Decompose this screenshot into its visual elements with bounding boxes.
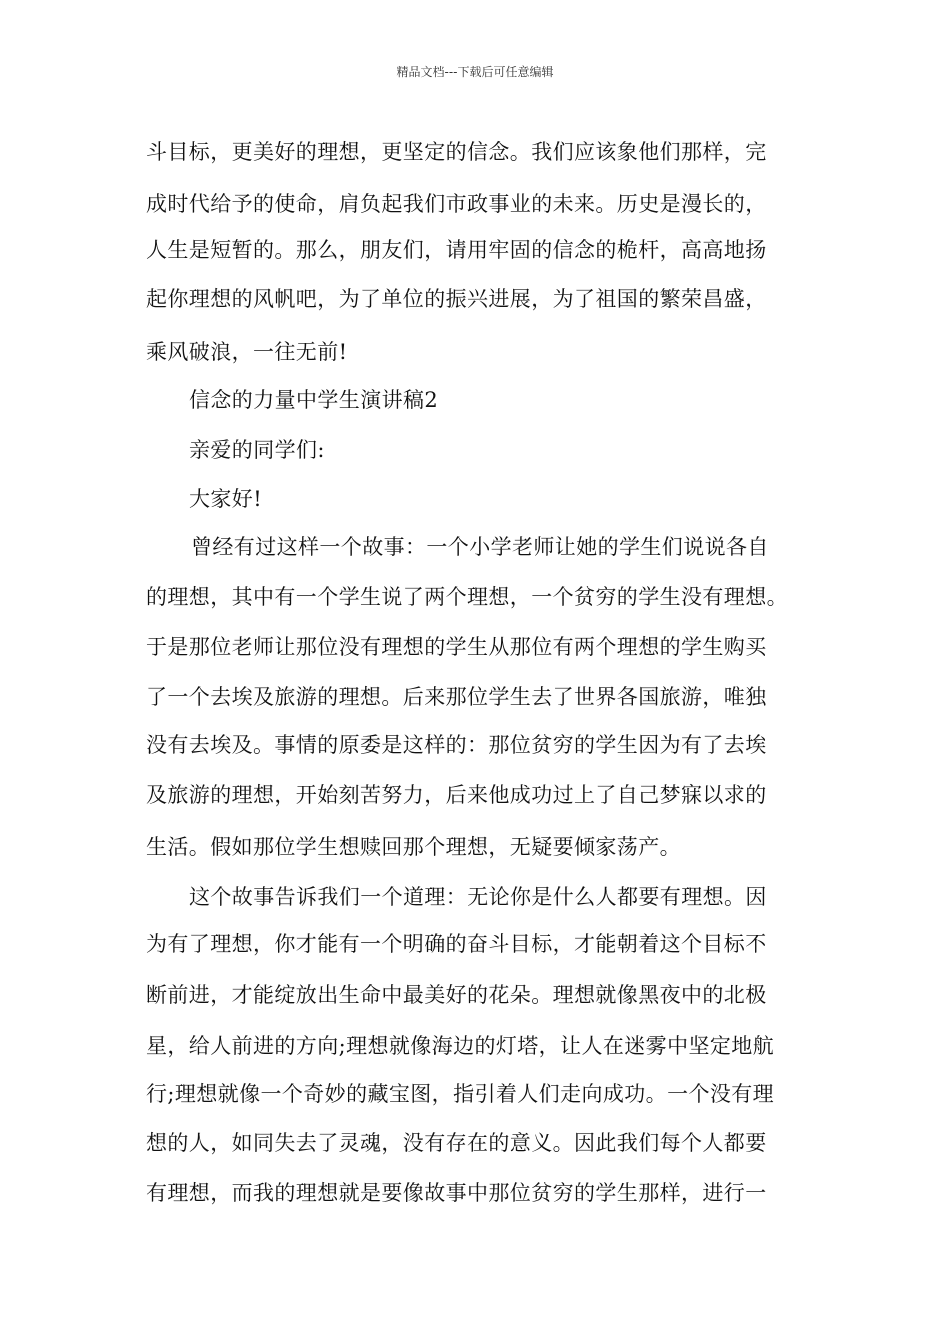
text-line: 生活。假如那位学生想赎回那个理想，无疑要倾家荡产。 xyxy=(146,835,681,859)
section-title: 信念的力量中学生演讲稿2 xyxy=(189,388,439,412)
text-line: 人生是短暂的。那么，朋友们，请用牢固的信念的桅杆，高高地扬 xyxy=(146,238,767,262)
text-line: 想的人，如同失去了灵魂，没有存在的意义。因此我们每个人都要 xyxy=(146,1131,767,1155)
text-line: 于是那位老师让那位没有理想的学生从那位有两个理想的学生购买 xyxy=(146,635,767,659)
text-line: 及旅游的理想，开始刻苦努力，后来他成功过上了自己梦寐以求的 xyxy=(146,783,767,807)
text-line: 没有去埃及。事情的原委是这样的：那位贫穷的学生因为有了去埃 xyxy=(146,733,767,757)
text-line: 有理想，而我的理想就是要像故事中那位贫穷的学生那样，进行一 xyxy=(146,1181,767,1205)
text-line: 乘风破浪，一往无前! xyxy=(146,340,348,364)
text-line: 的理想，其中有一个学生说了两个理想，一个贫穷的学生没有理想。 xyxy=(146,585,788,609)
greeting: 大家好! xyxy=(189,487,263,511)
text-line: 斗目标，更美好的理想，更坚定的信念。我们应该象他们那样，完 xyxy=(146,140,767,164)
text-line: 起你理想的风帆吧，为了单位的振兴进展，为了祖国的繁荣昌盛， xyxy=(146,287,767,311)
text-line: 了一个去埃及旅游的理想。后来那位学生去了世界各国旅游，唯独 xyxy=(146,685,767,709)
page-header: 精品文档---下载后可任意编辑 xyxy=(396,65,554,79)
text-line: 行;理想就像一个奇妙的藏宝图，指引着人们走向成功。一个没有理 xyxy=(146,1082,775,1106)
text-line: 星，给人前进的方向;理想就像海边的灯塔，让人在迷雾中坚定地航 xyxy=(146,1034,775,1058)
salutation: 亲爱的同学们: xyxy=(189,438,325,462)
text-line: 这个故事告诉我们一个道理：无论你是什么人都要有理想。因 xyxy=(189,885,767,909)
text-line: 曾经有过这样一个故事：一个小学老师让她的学生们说说各自 xyxy=(191,535,769,559)
text-line: 成时代给予的使命，肩负起我们市政事业的未来。历史是漫长的， xyxy=(146,192,767,216)
text-line: 为有了理想，你才能有一个明确的奋斗目标，才能朝着这个目标不 xyxy=(146,932,767,956)
text-line: 断前进，才能绽放出生命中最美好的花朵。理想就像黑夜中的北极 xyxy=(146,983,767,1007)
